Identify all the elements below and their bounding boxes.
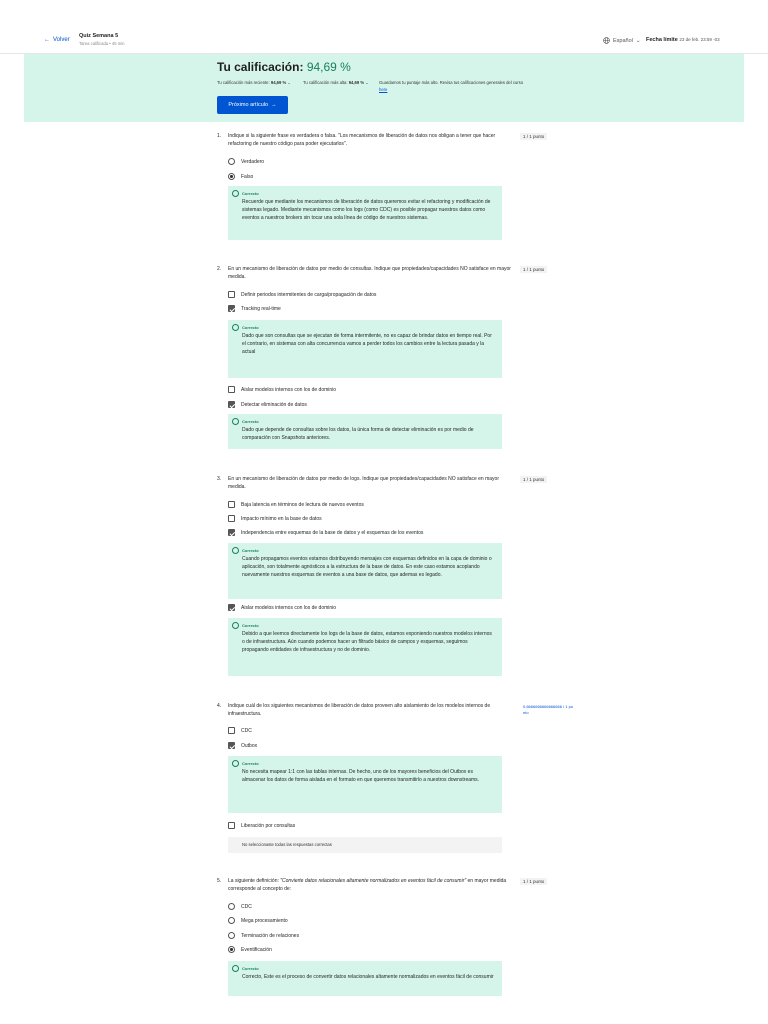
option-label: Detectar eliminación de datos <box>241 401 307 408</box>
checkbox-option[interactable] <box>228 501 364 508</box>
feedback-text: Dado que depende de consultas sobre los datos, la única forma de detectar eliminación es por medio de comparación con Snapshots anteriores. <box>242 427 474 441</box>
feedback-text: Debido a que leemos directamente los logs de la base de datos, estamos exponiendo nuestros modelos internos o de infraestructura. Aún cuando podemos hacer un filtrado básico de campos y esquemas, seguimos propagando entidades de infraestructura y no de dominio. <box>242 631 492 653</box>
deadline <box>646 37 720 43</box>
feedback-box <box>228 186 502 240</box>
question-number: 2. <box>217 266 222 272</box>
question-points: 1 / 1 punto <box>520 133 547 140</box>
checkbox-option[interactable] <box>228 401 307 408</box>
question-number: 1. <box>217 133 222 139</box>
radio-option[interactable] <box>228 932 299 939</box>
option-label: CDC <box>241 903 252 910</box>
question-definition: "Convierte datos relacionales altamente normalizados en eventos fácil de consumir" <box>280 878 467 884</box>
checkbox[interactable] <box>228 501 235 508</box>
option-label: Tracking real-time <box>241 305 281 312</box>
radio-button[interactable] <box>228 946 235 953</box>
correct-label: Correcto <box>242 548 494 553</box>
option-label: Falso <box>241 173 254 180</box>
quiz-subtitle: Tarea calificada • 45 min <box>79 41 125 46</box>
feedback-box <box>228 543 502 599</box>
checkbox-option[interactable] <box>228 742 257 749</box>
question-points: 1 / 1 punto <box>520 266 547 273</box>
feedback-text: Cuando propagamos eventos estamos distribuyendo mensajes con esquemas definidos en la capa de dominio o aplicación, son totalmente agnósticos a la estructura de la base de datos. En este caso estamos acoplando nuevamente nuestros esquemas de eventos a una base de datos, que ademas es legado. <box>242 556 492 578</box>
option-label: CDC <box>241 727 252 734</box>
feedback-box <box>228 756 502 813</box>
option-label: Aislar modelos internos con los de dominio <box>241 386 337 393</box>
option-label: Outbox <box>241 742 258 749</box>
radio-option[interactable] <box>228 158 264 165</box>
feedback-box <box>228 414 502 449</box>
option-label: Aislar modelos internos con los de dominio <box>241 604 337 611</box>
radio-option[interactable] <box>228 946 272 953</box>
recent-grade-label: Tu calificación más reciente: <box>217 80 270 85</box>
grade-title <box>217 60 351 74</box>
grade-note <box>379 80 553 93</box>
question-points: 1 / 1 punto <box>520 878 547 885</box>
deadline-label: Fecha límite <box>646 37 678 43</box>
checkbox[interactable] <box>228 822 235 829</box>
missed-answers-note: No seleccionaste todas las respuestas correctas <box>228 837 502 853</box>
option-label: Terminación de relaciones <box>241 932 300 939</box>
globe-icon <box>603 37 610 44</box>
checkbox-option[interactable] <box>228 515 322 522</box>
option-label: Independencia entre esquemas de la base de datos y el esquemas de los eventos <box>241 529 424 536</box>
radio-option[interactable] <box>228 903 252 910</box>
question-text <box>228 878 518 893</box>
option-label: Definir periodos intermitentes de carga/propagación de datos <box>241 291 377 298</box>
feedback-text: Dado que son consultas que se ejecutan de forma intermitente, no es capaz de brindar datos en tiempo real. Por el contrario, en sistemas con alta concurrencia vamos a perder todos los cambios entre la lectura pasada y la actual <box>242 333 492 355</box>
checkbox-option[interactable] <box>228 305 281 312</box>
high-grade <box>303 80 371 87</box>
question-text: En un mecanismo de liberación de datos por medio de logs. Indique que propiedades/capacidades NO satisface en mayor medida. <box>228 476 499 490</box>
grade-value: 94,69 % <box>306 60 351 74</box>
chevron-down-icon[interactable]: ⌄ <box>287 80 291 85</box>
high-grade-label: Tu calificación más alta: <box>303 80 348 85</box>
radio-button[interactable] <box>228 173 235 180</box>
chevron-down-icon: ⌄ <box>635 37 641 44</box>
radio-button[interactable] <box>228 903 235 910</box>
checkbox[interactable] <box>228 604 235 611</box>
radio-button[interactable] <box>228 932 235 939</box>
correct-label: Correcto <box>242 966 494 971</box>
option-label: Eventificación <box>241 946 272 953</box>
radio-option[interactable] <box>228 173 253 180</box>
radio-button[interactable] <box>228 158 235 165</box>
option-label: Impacto mínimo en la base de datos <box>241 515 322 522</box>
feedback-box <box>228 618 502 676</box>
correct-label: Correcto <box>242 419 494 424</box>
recent-grade <box>217 80 295 87</box>
question-number: 3. <box>217 476 222 482</box>
checkbox[interactable] <box>228 742 235 749</box>
checkbox-option[interactable] <box>228 291 376 298</box>
grade-note-text: Guardamos tu puntaje más alto. Revisa tus calificaciones generales del curso <box>379 80 524 85</box>
feedback-text: Correcto, Este es el proceso de convertir datos relacionales altamente normalizados en eventos fácil de consumir <box>242 974 494 980</box>
checkbox[interactable] <box>228 727 235 734</box>
checkbox[interactable] <box>228 515 235 522</box>
question-text: Indique cuál de los siguientes mecanismos de liberación de datos proveen alto aislamiento de los modelos internos de infraestructura. <box>228 703 491 717</box>
language-label: Español <box>613 37 633 44</box>
top-bar <box>0 0 768 54</box>
back-label: Volver <box>53 37 70 43</box>
question-number: 4. <box>217 703 222 709</box>
checkbox-option[interactable] <box>228 604 336 611</box>
next-item-label: Próximo artículo <box>228 102 269 108</box>
question-number: 5. <box>217 878 222 884</box>
checkbox[interactable] <box>228 386 235 393</box>
chevron-down-icon[interactable]: ⌄ <box>365 80 369 85</box>
feedback-text: No necesita mapear 1:1 con las tablas internas. De hecho, uno de los mayores beneficios del Outbox es almacenar los datos de forma aislada en el formato en que queremos transmitirlo a nuestros downstreams. <box>242 769 480 783</box>
question-text: En un mecanismo de liberación de datos por medio de consultas. Indique que propiedades/capacidades NO satisface en mayor medida. <box>228 266 511 280</box>
high-grade-value: 94,69 % <box>348 80 365 85</box>
option-label: Verdadero <box>241 158 265 165</box>
correct-label: Correcto <box>242 325 494 330</box>
back-button[interactable] <box>44 37 70 43</box>
grade-title-label: Tu calificación: <box>217 60 304 74</box>
quiz-title: Quiz Semana 5 <box>79 33 119 39</box>
checkbox[interactable] <box>228 305 235 312</box>
arrow-left-icon: ← <box>44 37 50 43</box>
checkbox-option[interactable] <box>228 529 423 536</box>
recent-grade-value: 94,69 % <box>270 80 287 85</box>
checkbox[interactable] <box>228 401 235 408</box>
arrow-right-icon: → <box>271 102 277 108</box>
correct-label: Correcto <box>242 191 494 196</box>
checkbox-option[interactable] <box>228 727 252 734</box>
radio-button[interactable] <box>228 917 235 924</box>
feedback-text: Recuerde que mediante los mecanismos de liberación de datos queremos evitar el refactoring y modificación de sistemas legado. Mediante mecanismos como los logs (como CDC) es posible propagar nuestros datos como eventos a nuestros brokers sin tocar una sola línea de código de nuestros sistemas. <box>242 199 491 221</box>
option-label: Baja latencia en términos de lectura de nuevos eventos <box>241 501 364 508</box>
deadline-value: 23 de feb. 23:59 -03 <box>679 37 720 42</box>
feedback-box <box>228 320 502 378</box>
checkbox[interactable] <box>228 291 235 298</box>
correct-label: Correcto <box>242 761 494 766</box>
feedback-box <box>228 961 502 996</box>
checkbox-option[interactable] <box>228 822 295 829</box>
correct-label: Correcto <box>242 623 494 628</box>
language-selector[interactable] <box>603 37 641 44</box>
question-text-prefix: La siguiente definición: <box>228 878 281 884</box>
question-points: 1 / 1 punto <box>520 476 547 483</box>
next-item-button[interactable] <box>217 96 288 114</box>
question-text-suffix: en mayor medida corresponde al concepto de: <box>228 878 507 892</box>
checkbox-option[interactable] <box>228 386 336 393</box>
grade-note-link[interactable]: here <box>379 86 388 92</box>
option-label: Mega procesamiento <box>241 917 288 924</box>
radio-option[interactable] <box>228 917 288 924</box>
question-text: Indique si la siguiente frase es verdadera o falsa. "Los mecanismos de liberación de datos nos obligan a tener que hacer refactoring de nuestro código para poder ejecutarlos". <box>228 133 496 147</box>
question-points: 0.6666666666666666 / 1 punto <box>520 703 578 717</box>
checkbox[interactable] <box>228 529 235 536</box>
option-label: Liberación por consultas <box>241 822 296 829</box>
